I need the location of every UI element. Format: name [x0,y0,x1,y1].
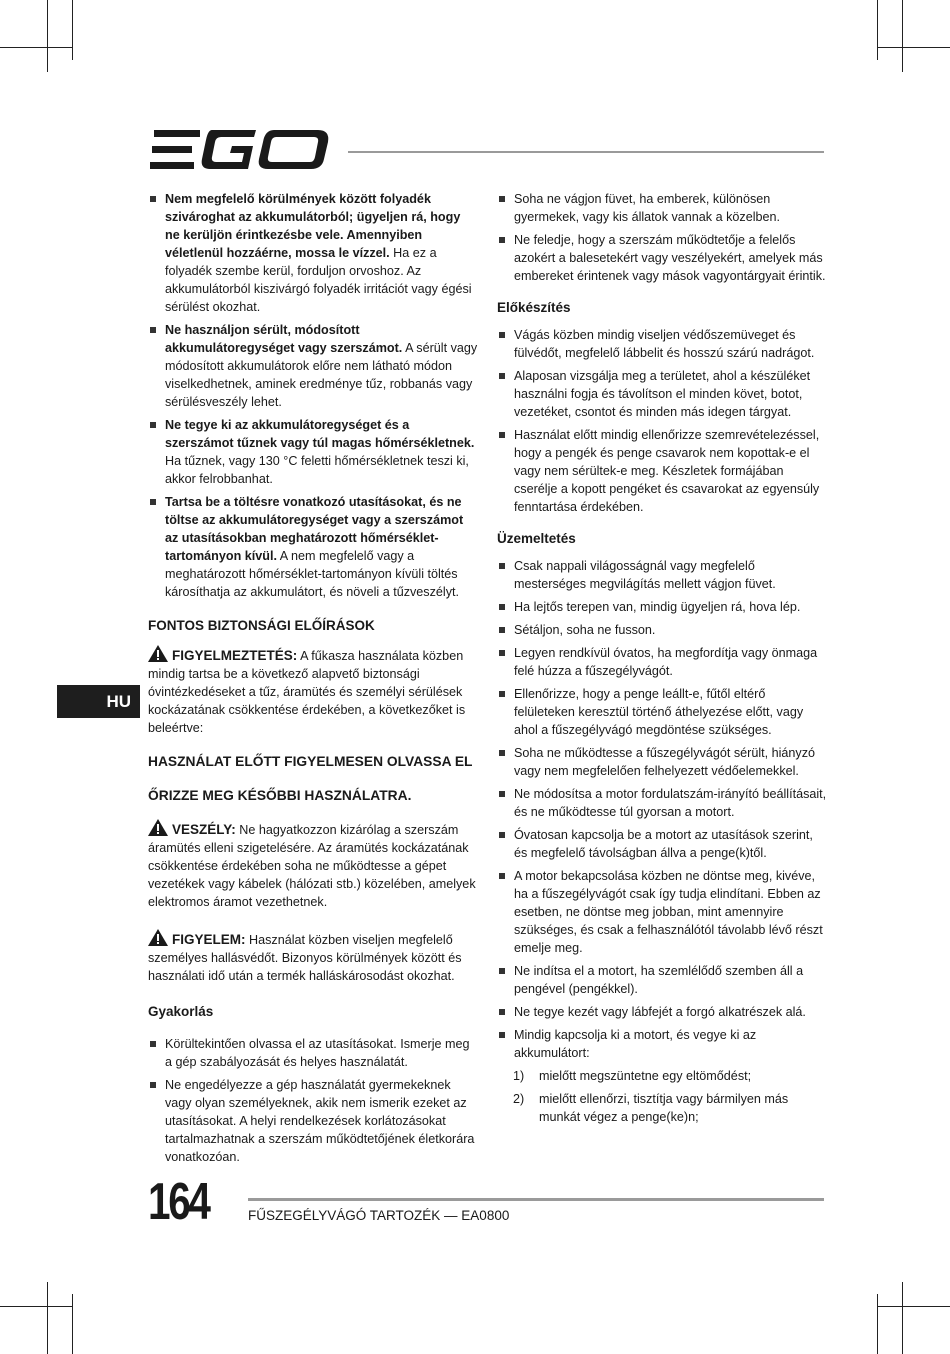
list-item: A motor bekapcsolása közben ne döntse meg, kivéve, ha a fűszegélyvágót csak így tudja elindítani. Ebben az esetben, ne döntse meg jobban, mint amennyire szükséges, és csak a felhasználótól távolabb lévő részt emelje meg. [497,867,827,957]
list-item: Ellenőrizze, hogy a penge leállt-e, fűtől eltérő felületeken keresztül történő áthelyezése előtt, vagy ahol a fűszegélyvágó megdöntése szükséges. [497,685,827,739]
list-item: Sétáljon, soha ne fusson. [497,621,827,639]
left-column [148,190,478,1171]
list-item: Csak nappali világosságnál vagy megfelelő mesterséges megvilágítás mellett vágjon füvet. [497,557,827,593]
warning-triangle-icon [148,819,168,836]
operation-list [497,557,827,1062]
list-item: Nem megfelelő körülmények között folyadék szivároghat az akkumulátorból; ügyeljen rá, hogy ne kerüljön érintkezésbe vele. Amennyiben véletlenül hozzáérne, mossa le vízzel. Ha ez a folyadék szembe kerül, forduljon orvoshoz. Az akkumulátorból kiszivárgó folyadék irritációt vagy égési sérülést okozhat. [148,190,478,316]
list-item: Ne tegye kezét vagy lábfejét a forgó alkatrészek alá. [497,1003,827,1021]
footer-title: FŰSZEGÉLYVÁGÓ TARTOZÉK — EA0800 [248,1208,510,1223]
list-item: Ne használjon sérült, módosított akkumulátoregységet vagy szerszámot. A sérült vagy módosított akkumulátorok előre nem látható módon viselkedhetnek, aminek eredménye tűz, robbanás vagy sérülésveszély lehet. [148,321,478,411]
list-item: Legyen rendkívül óvatos, ha megfordítja vagy önmaga felé húzza a fűszegélyvágót. [497,644,827,680]
read-heading-line-1: HASZNÁLAT ELŐTT FIGYELMESEN OLVASSA EL [148,754,473,769]
list-item: Mindig kapcsolja ki a motort, és vegye ki az akkumulátort: [497,1026,827,1062]
crop-mark [902,0,903,72]
crop-mark [72,1294,73,1354]
caution-block: FIGYELEM: Használat közben viseljen megfelelő személyes hallásvédőt. Bizonyos körülmények között és használati idő után a termék halláskárosodást okozhat. [148,929,478,985]
read-heading-line-2: ŐRIZZE MEG KÉSŐBBI HASZNÁLATRA. [148,788,412,803]
list-item: Tartsa be a töltésre vonatkozó utasításokat, és ne töltse az akkumulátoregységet vagy a szerszámot az utasításokban meghatározott hőmérséklet-tartományon kívül. A nem megfelelő vagy a meghatározott hőmérséklet-tartományon kívüli töltés károsíthatja az akkumulátort, és növeli a tűzveszélyt. [148,493,478,601]
section-heading: FONTOS BIZTONSÁGI ELŐÍRÁSOK [148,618,375,633]
warning-block: FIGYELMEZTETÉS: A fűkasza használata közben mindig tartsa be a következő alapvető biztonsági óvintézkedéseket a tűz, áramütés és személyi sérülések kockázatának csökkentése érdekében, a következőket is beleértve: [148,645,478,737]
danger-block: VESZÉLY: Ne hagyatkozzon kizárólag a szerszám áramütés elleni szigetelésére. Az áramütés kockázatának csökkentése érdekében soha ne működtesse a gépet vezetékek vagy kábelek (hálózati stb.) közelében, amelyek elektromos áramot vezethetnek. [148,819,478,911]
list-item: Ne módosítsa a motor fordulatszám-irányító beállításait, és ne működtesse túl gyorsan a motort. [497,785,827,821]
crop-mark [0,47,72,48]
battery-safety-list [148,190,478,601]
list-item: Soha ne működtesse a fűszegélyvágót sérült, hiányzó vagy nem megfelelően felhelyezett védőelemekkel. [497,744,827,780]
list-item: Ne feledje, hogy a szerszám működtetője a felelős azokért a balesetekért vagy veszélyekért, amelyek más embereket érintenek vagy mások vagyontárgyait érintik. [497,231,827,285]
section-heading: Gyakorlás [148,1004,214,1019]
header-rule [348,151,824,153]
list-item: Ne tegye ki az akkumulátoregységet és a szerszámot tűznek vagy túl magas hőmérsékletnek. Ha tűznek, vagy 130 °C feletti hőmérsékletnek teszi ki, akkor felrobbanhat. [148,416,478,488]
crop-mark [878,47,950,48]
page-number: 164 [148,1173,209,1231]
section-heading: Üzemeltetés [497,531,576,546]
crop-mark [47,1282,48,1354]
ego-logo [150,128,332,172]
preparation-list [497,326,827,516]
right-column [497,190,827,1131]
crop-mark [877,1294,878,1354]
crop-mark [902,1282,903,1354]
list-item: Használat előtt mindig ellenőrizze szemrevételezéssel, hogy a pengék és penge csavarok nem kopottak-e el vagy nem sérültek-e meg. Készletek formájában cserélje a kopott pengéket és csavarokat az egyensúly fenntartása érdekében. [497,426,827,516]
numbered-list [497,1067,827,1126]
numbered-item: 1) mielőtt megszüntetne egy eltömődést; [513,1069,752,1083]
crop-mark [877,0,878,60]
crop-mark [878,1306,950,1307]
list-item: Soha ne vágjon füvet, ha emberek, különösen gyermekek, vagy kis állatok vannak a közelben. [497,190,827,226]
list-item: Óvatosan kapcsolja be a motort az utasítások szerint, és megfelelő távolságban állva a penge(k)től. [497,826,827,862]
crop-mark [0,1306,72,1307]
warning-triangle-icon [148,645,168,662]
crop-mark [72,0,73,60]
list-item: Körültekintően olvassa el az utasításokat. Ismerje meg a gép szabályozását és helyes használatát. [148,1035,478,1071]
list-item: Vágás közben mindig viseljen védőszemüveget és fülvédőt, megfelelő lábbelit és hosszú szárú nadrágot. [497,326,827,362]
language-tab: HU [57,685,140,718]
warning-triangle-icon [148,929,168,946]
practice-list [148,1035,478,1166]
section-heading: Előkészítés [497,300,571,315]
numbered-item: 2) mielőtt ellenőrzi, tisztítja vagy bármilyen más munkát végez a penge(ke)n; [513,1092,789,1124]
list-item: Ne engedélyezze a gép használatát gyermekeknek vagy olyan személyeknek, akik nem ismerik ezeket az utasításokat. A helyi rendelkezések korlátozásokat tartalmazhatnak a szerszám működtetőjének életkorára vonatkozóan. [148,1076,478,1166]
list-item: Ha lejtős terepen van, mindig ügyeljen rá, hova lép. [497,598,827,616]
list-item: Ne indítsa el a motort, ha szemlélődő szemben áll a pengével (pengékkel). [497,962,827,998]
footer-rule [248,1198,824,1201]
general-list [497,190,827,285]
crop-mark [47,0,48,72]
list-item: Alaposan vizsgálja meg a területet, ahol a készüléket használni fogja és távolítson el minden követ, botot, vezetéket, csontot és minden más idegen tárgyat. [497,367,827,421]
